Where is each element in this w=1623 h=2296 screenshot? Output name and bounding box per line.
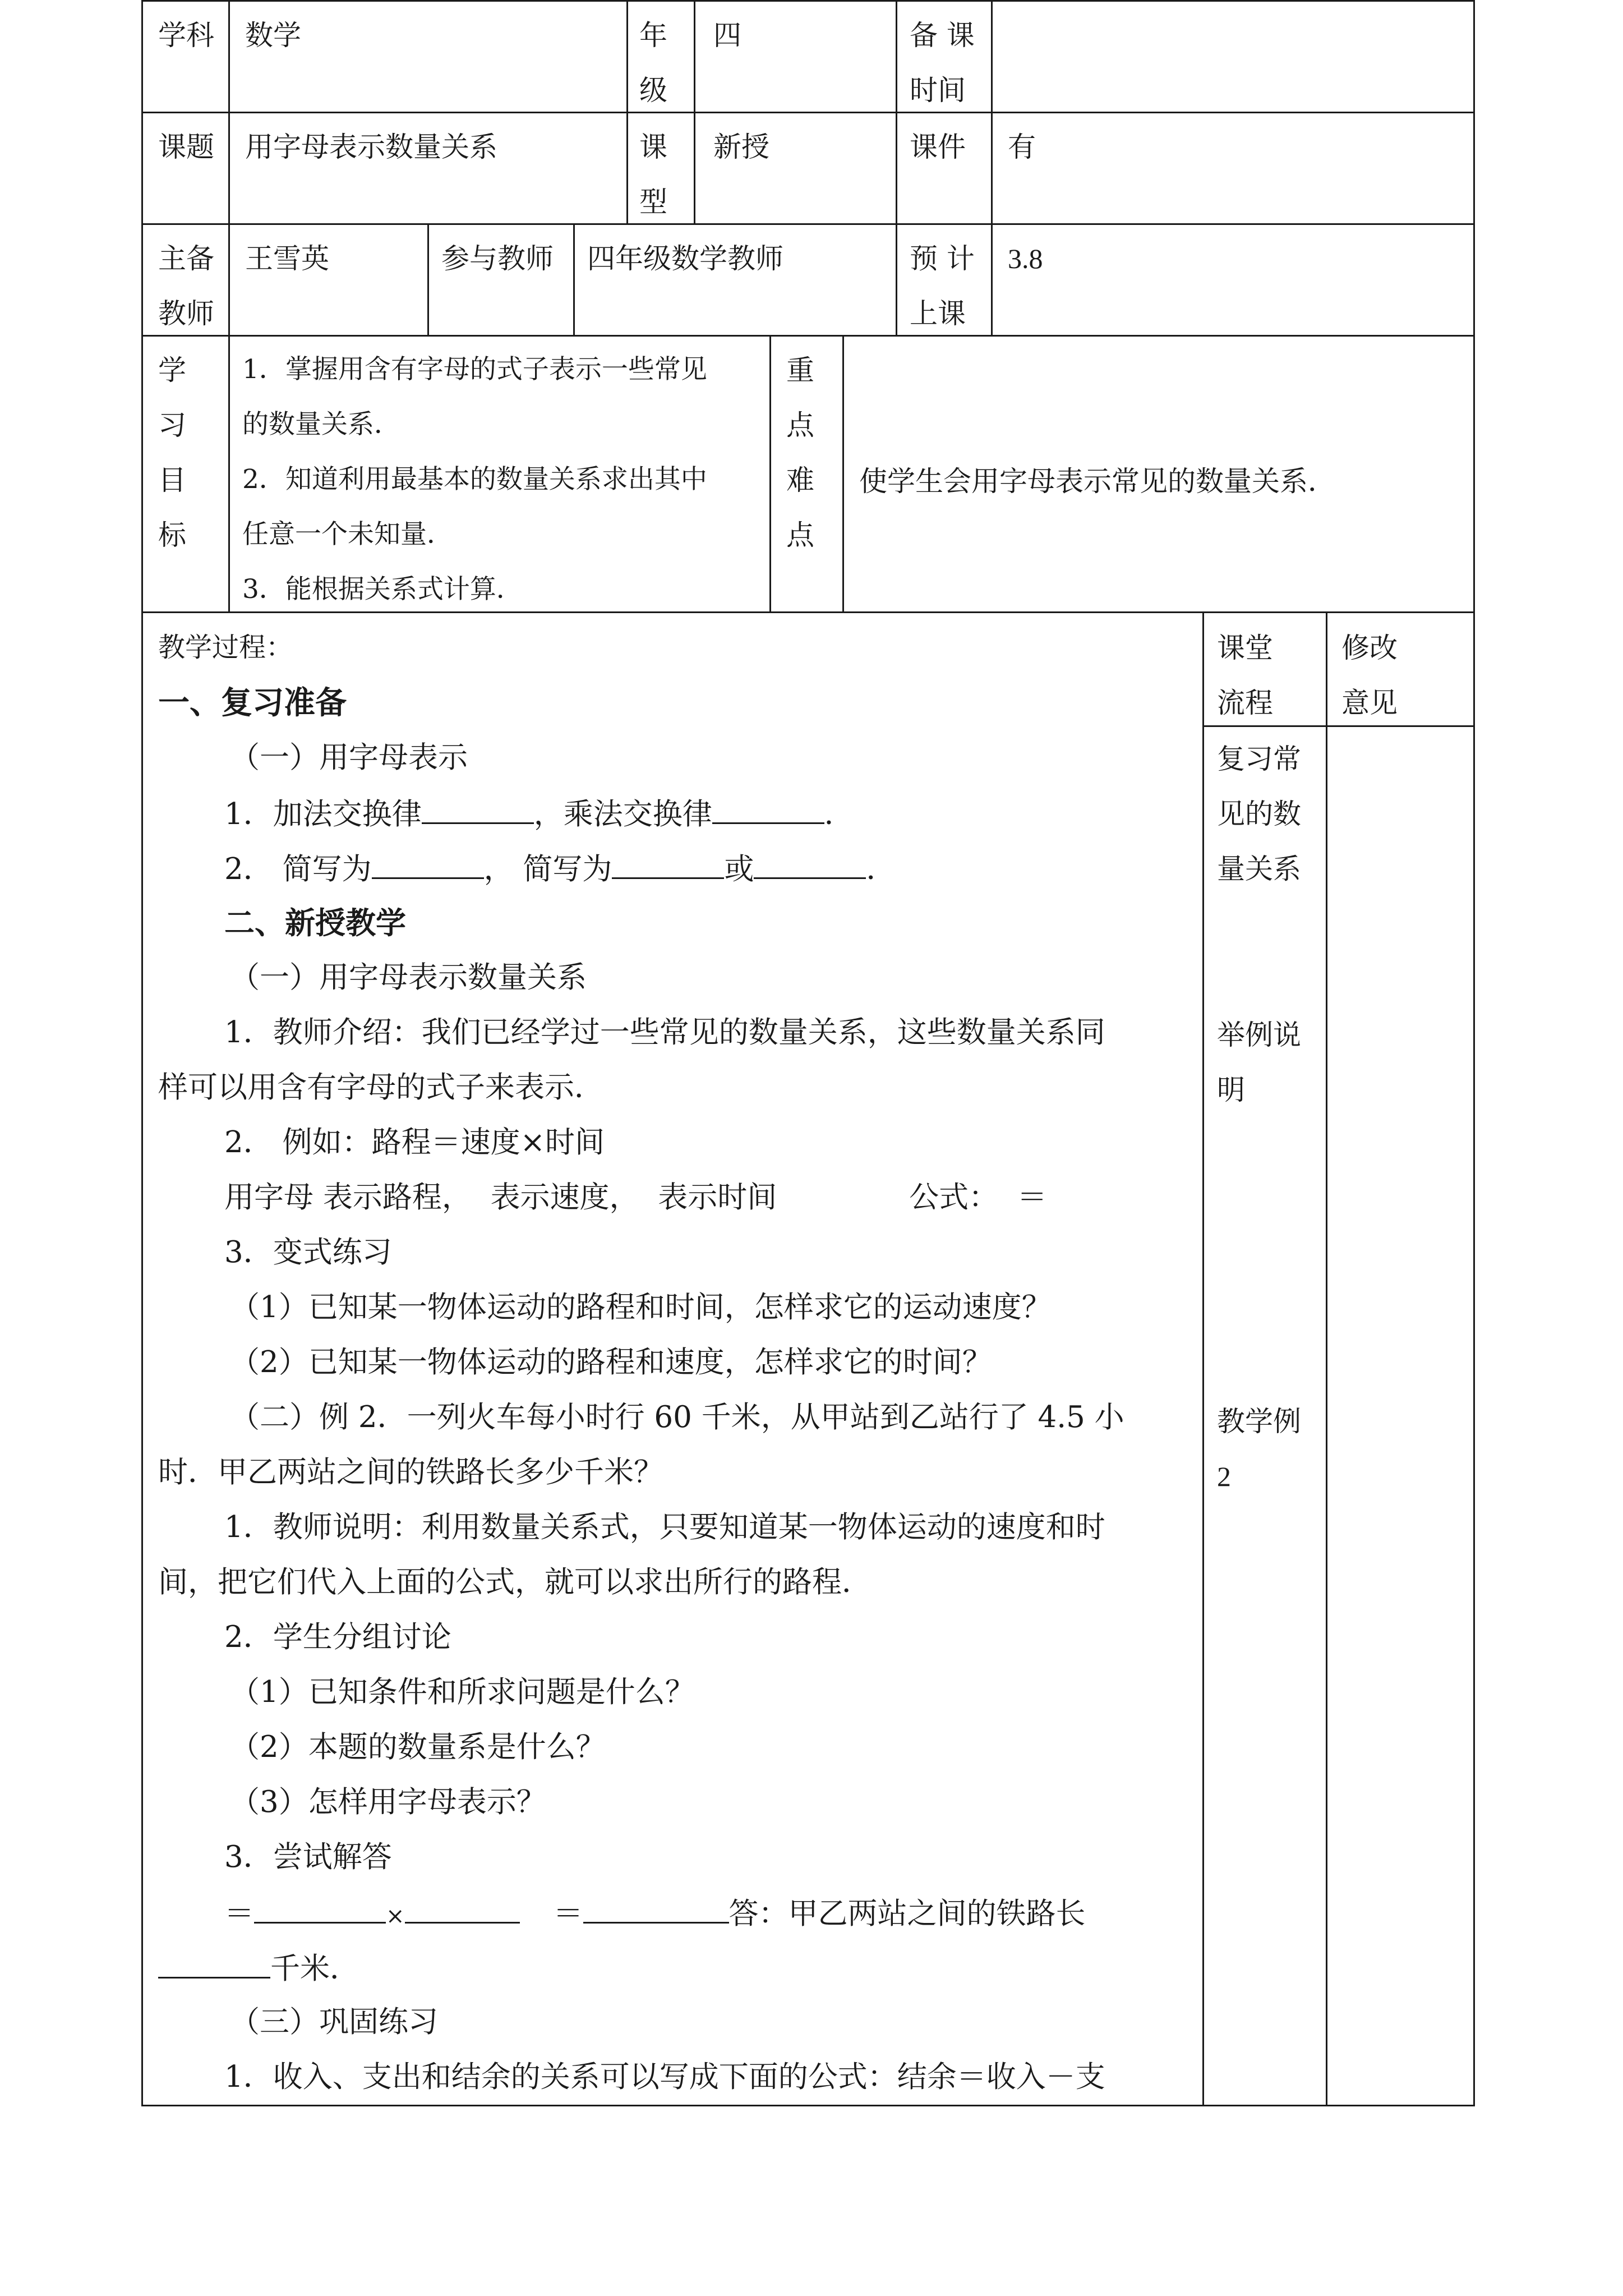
process-line: 1．收入、支出和结余的关系可以写成下面的公式：结余＝收入－支 (224, 2060, 1105, 2094)
process-line: （二）例 2．一列火车每小时行 60 千米，从甲站到乙站行了 4.5 小 (230, 1400, 1124, 1434)
key-points-label: 点 (786, 519, 814, 551)
table-border-bottom (141, 2105, 1475, 2106)
side-header-divider (1204, 725, 1475, 727)
col-divider (626, 0, 628, 223)
col-divider (573, 223, 575, 335)
table-border-left (141, 0, 143, 2106)
flow-note: 见的数 (1217, 798, 1301, 830)
col-divider (1326, 611, 1327, 2106)
key-points-label: 重 (786, 354, 814, 386)
fill-blank (158, 1952, 270, 1978)
flow-note: 举例说 (1217, 1019, 1301, 1051)
flow-note: 复习常 (1217, 743, 1301, 775)
lead-teacher-value: 王雪英 (245, 242, 329, 275)
objective-line: 3．能根据关系式计算． (242, 574, 523, 605)
lesson-type-label: 课 (639, 131, 667, 163)
col-divider (991, 0, 993, 335)
process-line: 1．教师说明：利用数量关系式，只要知道某一物体运动的速度和时 (224, 1510, 1105, 1544)
lead-teacher-label: 主备 (158, 242, 214, 275)
flow-label: 流程 (1217, 687, 1273, 719)
objectives-label: 标 (158, 519, 186, 551)
row-divider (141, 223, 1475, 225)
key-points-label: 点 (786, 409, 814, 441)
subsection-heading: （一）用字母表示数量关系 (230, 960, 587, 995)
fill-blank (612, 853, 724, 879)
row-divider (141, 112, 1475, 113)
flow-note: 明 (1217, 1074, 1245, 1106)
subsection-heading: （一）用字母表示 (230, 740, 468, 775)
table-border-right (1473, 0, 1475, 2106)
subsection-heading: （三）巩固练习 (230, 2005, 438, 2039)
prep-time-label: 时间 (910, 74, 966, 107)
fill-blank (422, 798, 534, 824)
col-divider (228, 223, 230, 335)
courseware-label: 课件 (910, 131, 966, 163)
objective-line: 任意一个未知量． (242, 519, 453, 550)
col-divider (769, 335, 771, 611)
process-line: 时．甲乙两站之间的铁路长多少千米？ (158, 1455, 663, 1489)
process-line: 2．学生分组讨论 (224, 1620, 451, 1654)
objectives-label: 目 (158, 464, 186, 496)
col-divider (228, 335, 230, 611)
process-line: 样可以用含有字母的式子来表示． (158, 1070, 604, 1105)
col-divider (427, 223, 429, 335)
prep-time-label: 备 课 (910, 19, 975, 52)
planned-label: 上课 (910, 297, 966, 330)
table-border-top (141, 0, 1475, 2)
planned-label: 预 计 (910, 242, 975, 275)
grade-label: 级 (639, 74, 667, 107)
section-heading: 一、复习准备 (158, 684, 347, 721)
topic-label: 课题 (158, 131, 214, 163)
col-divider (896, 0, 897, 335)
subject-value: 数学 (245, 19, 301, 52)
fill-blank (405, 1897, 520, 1924)
participants-label: 参与教师 (441, 242, 554, 275)
grade-label: 年 (639, 19, 667, 52)
fill-blank (583, 1897, 729, 1924)
process-line: 3．尝试解答 (224, 1840, 392, 1874)
flow-note: 2 (1217, 1461, 1231, 1492)
flow-note: 量关系 (1217, 853, 1301, 885)
participants-value: 四年级数学教师 (587, 242, 783, 275)
objective-line: 1．掌握用含有字母的式子表示一些常见 (242, 354, 707, 385)
fill-blank (754, 853, 866, 879)
subject-label: 学科 (158, 19, 214, 52)
process-title: 教学过程： (158, 632, 293, 663)
grade-value: 四 (713, 19, 741, 52)
lead-teacher-label: 教师 (158, 297, 214, 330)
planned-value: 3.8 (1008, 243, 1043, 274)
objectives-label: 学 (158, 354, 186, 386)
col-divider (842, 335, 844, 611)
process-line: ＝ × ＝ 答：甲乙两站之间的铁路长 (224, 1897, 1086, 1931)
flow-note: 教学例 (1217, 1405, 1301, 1438)
flow-label: 课堂 (1217, 632, 1273, 664)
revise-label: 意见 (1341, 687, 1398, 719)
row-divider (141, 335, 1475, 337)
lesson-type-label: 型 (639, 186, 667, 218)
courseware-value: 有 (1008, 131, 1036, 163)
process-line: 用字母 表示路程， 表示速度， 表示时间 公式： ＝ (224, 1180, 1047, 1214)
process-line: 千米． (158, 1952, 359, 1984)
process-line: （1）已知条件和所求问题是什么？ (230, 1675, 695, 1709)
key-points-value: 使学生会用字母表示常见的数量关系． (859, 465, 1336, 498)
topic-value: 用字母表示数量关系 (245, 131, 497, 163)
process-line: （3）怎样用字母表示？ (230, 1785, 546, 1819)
process-line: 1．教师介绍：我们已经学过一些常见的数量关系，这些数量关系同 (224, 1015, 1105, 1050)
process-line: 间，把它们代入上面的公式，就可以求出所行的路程． (158, 1565, 872, 1599)
process-line: （2）本题的数量系是什么？ (230, 1730, 606, 1764)
fill-blank (254, 1897, 386, 1924)
fill-blank (372, 853, 484, 879)
lesson-type-value: 新授 (713, 131, 769, 163)
key-points-label: 难 (786, 464, 814, 496)
process-line: 3．变式练习 (224, 1235, 392, 1269)
objectives-label: 习 (158, 409, 186, 441)
process-line: （1）已知某一物体运动的路程和时间，怎样求它的运动速度？ (230, 1290, 1052, 1324)
revise-label: 修改 (1341, 632, 1398, 664)
col-divider (1202, 611, 1204, 2106)
section-heading: 二、新授教学 (224, 905, 406, 941)
objective-line: 的数量关系． (242, 409, 400, 440)
objective-line: 2．知道利用最基本的数量关系求出其中 (242, 464, 707, 495)
process-line: 2． 例如：路程＝速度×时间 (224, 1125, 605, 1159)
process-line: 2． 简写为 ， 简写为 或 ． (224, 852, 896, 886)
row-divider (141, 611, 1475, 613)
process-line: （2）已知某一物体运动的路程和速度，怎样求它的时间？ (230, 1345, 992, 1379)
fill-blank (712, 798, 824, 824)
col-divider (694, 0, 695, 223)
process-line: 1．加法交换律 ，乘法交换律 ． (224, 797, 854, 831)
col-divider (228, 0, 230, 223)
